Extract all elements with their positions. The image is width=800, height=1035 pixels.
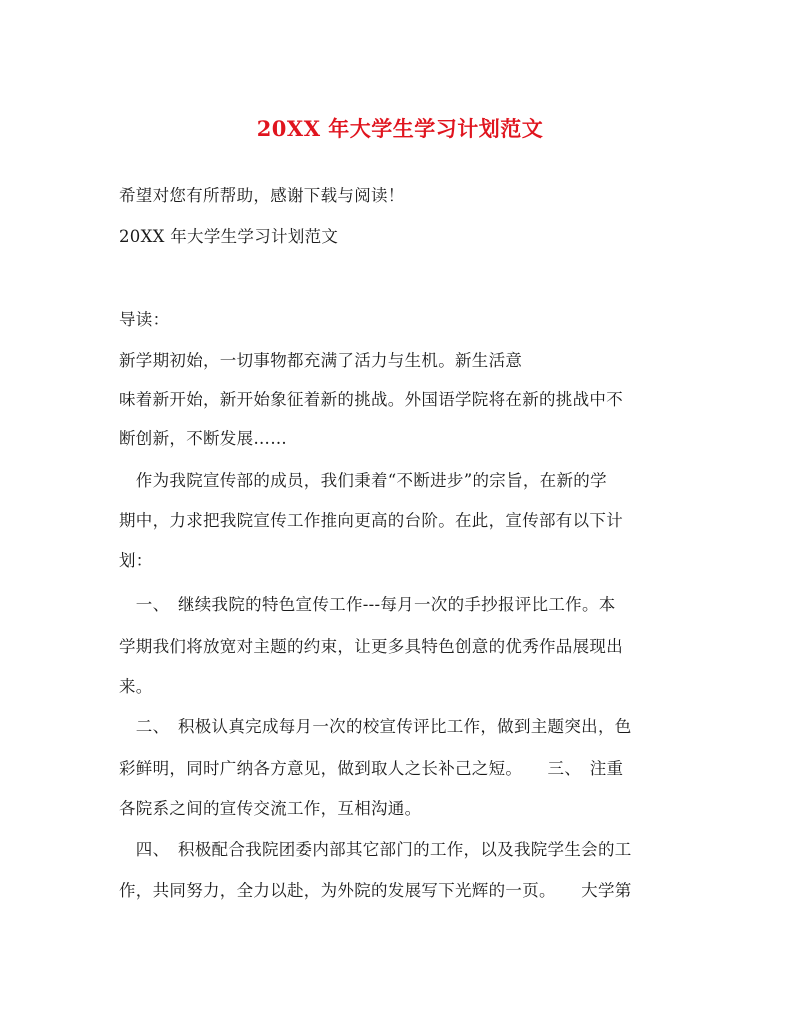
document-title: 20XX 年大学生学习计划范文 [256,116,544,141]
body-line: 味着新开始，新开始象征着新的挑战。外国语学院将在新的挑战中不 [119,390,623,409]
body-line: 新学期初始，一切事物都充满了活力与生机。新生活意 [119,351,523,370]
body-line: 彩鲜明，同时广纳各方意见，做到取人之长补己之短。 三、 注重 [119,759,624,778]
intro-line: 希望对您有所帮助，感谢下载与阅读！ [119,186,405,205]
body-line: 二、 积极认真完成每月一次的校宣传评比工作，做到主题突出，色 [119,717,632,736]
guide-heading: 导读： [119,310,170,329]
body-line: 一、 继续我院的特色宣传工作---每月一次的手抄报评比工作。本 [119,595,616,614]
body-line: 学期我们将放宽对主题的约束，让更多具特色创意的优秀作品展现出 [119,637,623,656]
body-line: 四、 积极配合我院团委内部其它部门的工作，以及我院学生会的工 [119,840,632,859]
body-line: 期中，力求把我院宣传工作推向更高的台阶。在此，宣传部有以下计 [119,511,623,530]
subtitle-line: 20XX 年大学生学习计划范文 [119,227,339,246]
body-line: 作为我院宣传部的成员，我们秉着“不断进步”的宗旨，在新的学 [119,471,607,490]
body-line: 各院系之间的宣传交流工作，互相沟通。 [119,799,422,818]
body-line: 断创新，不断发展…… [119,429,287,448]
body-line: 划： [119,551,153,570]
body-line: 来。 [119,677,153,696]
body-line: 作，共同努力，全力以赴，为外院的发展写下光辉的一页。 大学第 [119,881,632,900]
